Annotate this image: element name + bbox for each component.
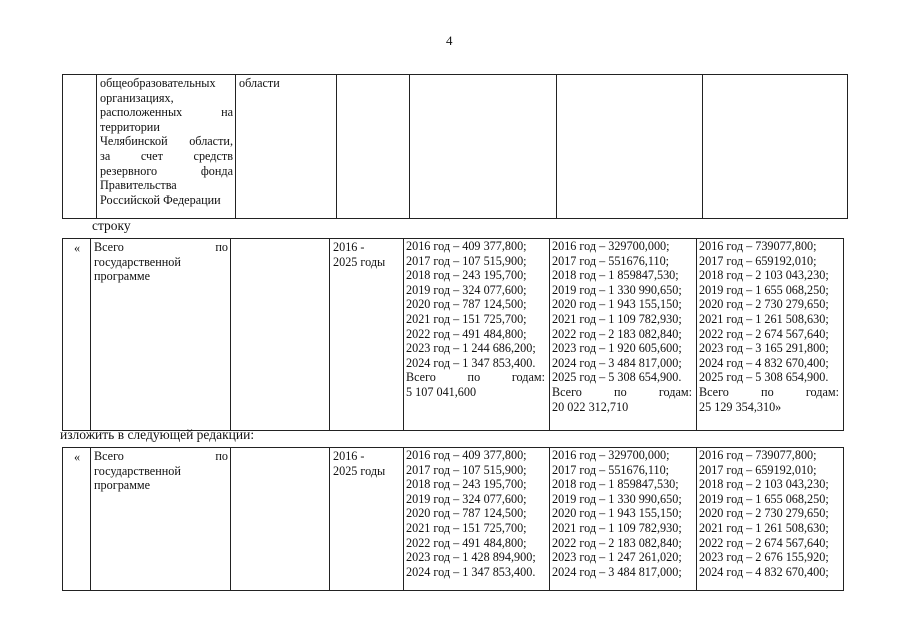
- cell-line: 2024 год – 3 484 817,000;: [552, 564, 682, 579]
- empty-cell: [231, 239, 330, 431]
- cell-line: резервного фонда: [100, 163, 233, 178]
- cell-line: 2018 год – 2 103 043,230;: [699, 268, 829, 283]
- cell-line: Всего по годам:: [406, 370, 545, 385]
- funding-column-2: [550, 239, 697, 431]
- cell-line: 2022 год – 491 484,800;: [406, 326, 527, 341]
- cell-line: 2016 -: [333, 449, 365, 463]
- funding-column-1: [404, 239, 550, 431]
- cell-line: Всего по годам:: [552, 384, 692, 399]
- cell-line: 2017 год – 107 515,900;: [406, 462, 527, 477]
- cell-line: общеобразовательных: [100, 76, 216, 90]
- cell-line: 2019 год – 324 077,600;: [406, 491, 527, 506]
- funding-column-1: [404, 448, 550, 591]
- cell-line: 2018 год – 243 195,700;: [406, 477, 527, 492]
- cell-line: 2020 год – 1 943 155,150;: [552, 297, 682, 312]
- empty-cell: [410, 75, 557, 219]
- cell-line: государственной: [94, 463, 181, 478]
- cell-line: 5 107 041,600: [406, 384, 477, 399]
- cell-line: расположенных на: [100, 105, 233, 120]
- cell-line: 2018 год – 1 859847,530;: [552, 268, 679, 283]
- cell-line: 2021 год – 1 261 508,630;: [699, 520, 829, 535]
- cell-line: 2022 год – 491 484,800;: [406, 535, 527, 550]
- caption-replace-line: строку: [92, 218, 131, 233]
- cell-line: 2024 год – 4 832 670,400;: [699, 564, 829, 579]
- cell-line: Российской Федерации: [100, 192, 221, 207]
- cell-line: Правительства: [100, 178, 177, 193]
- quote-cell: «: [63, 448, 91, 591]
- cell-line: 2025 год – 5 308 654,900.: [699, 370, 829, 385]
- cell-line: Всего по годам:: [699, 384, 839, 399]
- cell-line: программе: [94, 478, 151, 493]
- cell-line: 2018 год – 1 859847,530;: [552, 477, 679, 492]
- cell-line: 2021 год – 1 109 782,930;: [552, 520, 682, 535]
- cell-line: 2017 год – 551676,110;: [552, 462, 670, 477]
- cell-line: 2023 год – 1 244 686,200;: [406, 341, 536, 356]
- total-label-cell: [91, 239, 231, 431]
- cell-line: 2024 год – 1 347 853,400.: [406, 564, 536, 579]
- cell-line: 2017 год – 551676,110;: [552, 253, 670, 268]
- caption-edit-line: изложить в следующей редакции:: [60, 427, 255, 442]
- cell-line: программе: [94, 269, 151, 284]
- description-cell: [97, 75, 236, 219]
- old-row-table: [62, 238, 844, 431]
- cell-line: 2023 год – 3 165 291,800;: [699, 341, 829, 356]
- cell-line: 2017 год – 659192,010;: [699, 462, 817, 477]
- cell-line: Всего по: [94, 240, 228, 254]
- cell-line: государственной: [94, 254, 181, 269]
- region-cell: области: [236, 75, 337, 219]
- cell-line: 2022 год – 2 183 082,840;: [552, 535, 682, 550]
- cell-line: 2022 год – 2 183 082,840;: [552, 326, 682, 341]
- cell-line: 2023 год – 1 247 261,020;: [552, 550, 682, 565]
- cell-line: Всего по: [94, 449, 228, 463]
- cell-line: 2025 годы: [333, 254, 386, 269]
- cell-line: 25 129 354,310»: [699, 399, 782, 414]
- cell-line: 2022 год – 2 674 567,640;: [699, 535, 829, 550]
- cell-line: 2019 год – 1 330 990,650;: [552, 282, 682, 297]
- cell-line: 2018 год – 243 195,700;: [406, 268, 527, 283]
- cell-line: 2019 год – 1 655 068,250;: [699, 282, 829, 297]
- cell-line: 2025 год – 5 308 654,900.: [552, 370, 682, 385]
- cell-line: 2024 год – 1 347 853,400.: [406, 355, 536, 370]
- cell-line: 2025 годы: [333, 463, 386, 478]
- new-row-table: [62, 447, 844, 591]
- cell-line: 2019 год – 324 077,600;: [406, 282, 527, 297]
- cell-line: 2020 год – 787 124,500;: [406, 297, 527, 312]
- cell-line: 2023 год – 1 920 605,600;: [552, 341, 682, 356]
- cell-line: 2023 год – 1 428 894,900;: [406, 550, 536, 565]
- empty-cell: [557, 75, 703, 219]
- cell-line: 2021 год – 151 725,700;: [406, 311, 527, 326]
- cell-line: 2019 год – 1 330 990,650;: [552, 491, 682, 506]
- period-cell: [330, 448, 404, 591]
- page-number: 4: [446, 33, 453, 48]
- cell-line: 2016 год – 409 377,800;: [406, 448, 527, 462]
- cell-line: 2020 год – 2 730 279,650;: [699, 506, 829, 521]
- cell-line: за счет средств: [100, 148, 233, 163]
- cell-line: 2016 год – 329700,000;: [552, 239, 670, 253]
- funding-column-3: [697, 448, 844, 591]
- quote-cell: «: [63, 239, 91, 431]
- top-table-fragment: [62, 74, 848, 219]
- cell-line: 2016 год – 329700,000;: [552, 448, 670, 462]
- cell-line: 2021 год – 1 261 508,630;: [699, 311, 829, 326]
- cell-line: 2020 год – 2 730 279,650;: [699, 297, 829, 312]
- empty-cell: [231, 448, 330, 591]
- cell-line: 2016 год – 739077,800;: [699, 239, 817, 253]
- funding-column-2: [550, 448, 697, 591]
- cell-line: 2021 год – 151 725,700;: [406, 520, 527, 535]
- period-cell: [330, 239, 404, 431]
- cell-line: 2020 год – 787 124,500;: [406, 506, 527, 521]
- cell-line: 2021 год – 1 109 782,930;: [552, 311, 682, 326]
- cell-line: 2016 год – 739077,800;: [699, 448, 817, 462]
- cell-line: Челябинской области,: [100, 134, 233, 149]
- empty-cell: [337, 75, 410, 219]
- total-label-cell: [91, 448, 231, 591]
- cell-line: 2016 -: [333, 240, 365, 254]
- funding-column-3: [697, 239, 844, 431]
- cell-line: 2023 год – 2 676 155,920;: [699, 550, 829, 565]
- cell-line: 2017 год – 107 515,900;: [406, 253, 527, 268]
- cell-line: 2016 год – 409 377,800;: [406, 239, 527, 253]
- cell-line: 2024 год – 4 832 670,400;: [699, 355, 829, 370]
- cell-line: 2020 год – 1 943 155,150;: [552, 506, 682, 521]
- cell-line: территории: [100, 119, 160, 134]
- cell-line: 20 022 312,710: [552, 399, 629, 414]
- empty-cell: [63, 75, 97, 219]
- cell-line: 2024 год – 3 484 817,000;: [552, 355, 682, 370]
- cell-line: 2019 год – 1 655 068,250;: [699, 491, 829, 506]
- cell-line: организациях,: [100, 90, 174, 105]
- cell-line: 2022 год – 2 674 567,640;: [699, 326, 829, 341]
- cell-line: 2017 год – 659192,010;: [699, 253, 817, 268]
- empty-cell: [703, 75, 848, 219]
- cell-line: 2018 год – 2 103 043,230;: [699, 477, 829, 492]
